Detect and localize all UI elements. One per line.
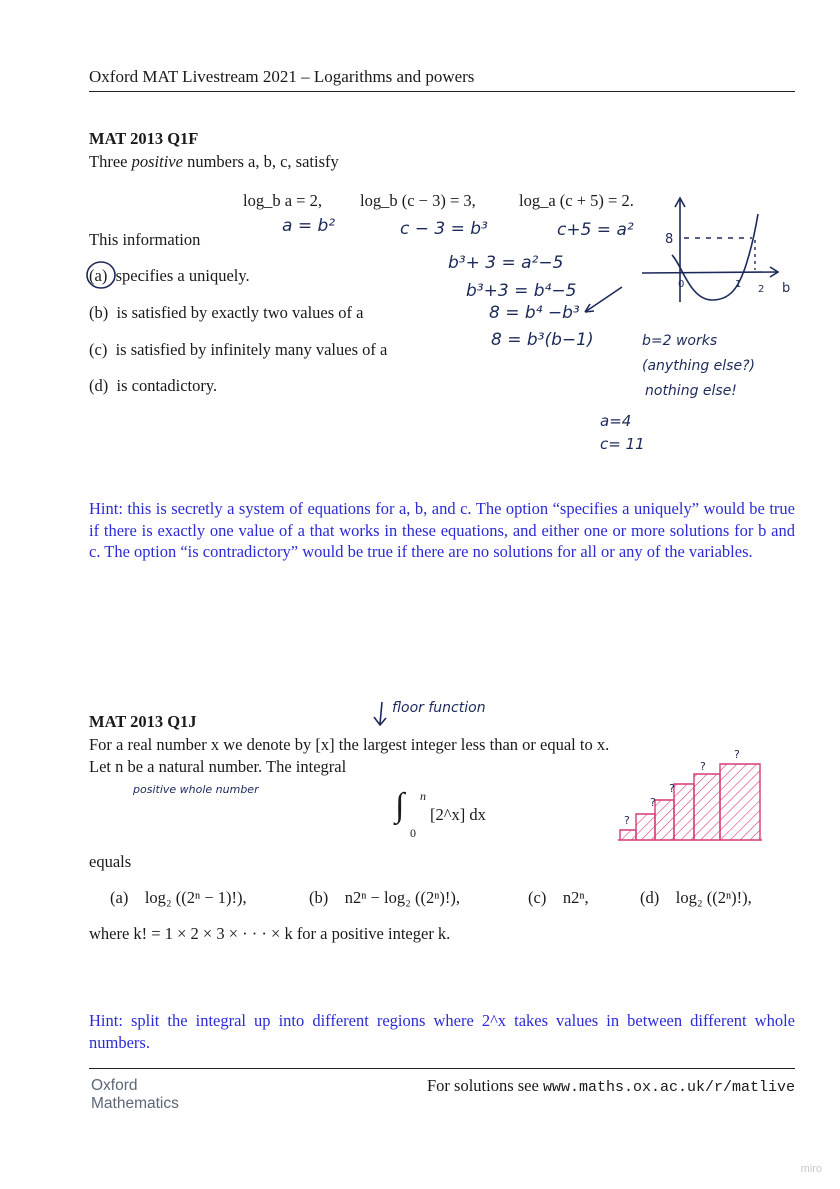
q1f-eq1: log_b a = 2,: [243, 191, 322, 210]
q1f-eq3: log_a (c + 5) = 2.: [519, 191, 634, 210]
q1f-option-a: (a) specifies a uniquely.: [89, 266, 250, 285]
hw-c-eq: c − 3 = b³: [400, 219, 488, 239]
svg-text:?: ?: [734, 748, 740, 761]
hw-step2: b³+3 = b⁴−5: [466, 281, 577, 301]
hw-circle-a: [87, 262, 115, 288]
hw-note2: (anything else?): [642, 358, 755, 374]
hw-whole-note: positive whole number: [133, 783, 259, 796]
q1f-intro: Three positive numbers a, b, c, satisfy: [89, 152, 339, 171]
q1j-integrand: [2^x] dx: [430, 805, 486, 824]
svg-text:?: ?: [669, 782, 675, 795]
hw-note1: b=2 works: [642, 333, 718, 349]
hw-step1: b³+ 3 = a²−5: [448, 253, 564, 273]
svg-text:?: ?: [700, 760, 706, 773]
hw-sketch-layer: [0, 0, 840, 480]
q1j-equals: equals: [89, 852, 132, 871]
q1j-where: where k! = 1 × 2 × 3 × · · · × k for a positive integer k.: [89, 924, 451, 943]
hw-graph-curve: [672, 214, 758, 300]
hw-floor-note: floor function: [392, 700, 486, 716]
hw-graph-x1: 1: [735, 279, 742, 290]
q1j-option-b: (b) n2ⁿ − log₂ ((2ⁿ)!),: [309, 888, 461, 907]
q1j-hint: Hint: split the integral up into different regions where 2^x takes values in between different whole numbers.: [89, 1011, 795, 1052]
hw-graph-x0: 0: [678, 279, 685, 290]
footer-url[interactable]: www.maths.ox.ac.uk/r/matlive: [542, 1079, 795, 1096]
q1j-option-d: (d) log₂ ((2ⁿ)!),: [640, 888, 752, 907]
q1j-option-a: (a) log₂ ((2ⁿ − 1)!),: [110, 888, 247, 907]
q1j-option-c: (c) n2ⁿ,: [528, 888, 589, 907]
q1f-option-c: (c) is satisfied by infinitely many values of a: [89, 340, 388, 359]
oxford-mathematics-logo: Oxford Mathematics: [91, 1077, 179, 1112]
hw-graph-x2: 2: [758, 284, 765, 295]
q1f-option-d: (d) is contadictory.: [89, 376, 218, 395]
q1f-lead: This information: [89, 230, 201, 249]
svg-text:?: ?: [650, 796, 656, 809]
hw-step3: 8 = b⁴ −b³: [489, 303, 580, 323]
q1j-integral-upper: n: [420, 789, 426, 803]
q1f-option-b: (b) is satisfied by exactly two values of a: [89, 303, 364, 322]
q1j-integral-sign: ∫: [395, 787, 405, 824]
hw-staircase-sketch: [612, 740, 792, 850]
q1j-line1: For a real number x we denote by [x] the largest integer less than or equal to x.: [89, 735, 610, 754]
hw-floor-arrow: [370, 700, 394, 730]
hw-graph-xb: b: [782, 281, 791, 296]
hw-graph-xaxis: [642, 272, 778, 273]
q1f-heading: MAT 2013 Q1F: [89, 129, 199, 148]
q1j-line2: Let n be a natural number. The integral: [89, 757, 347, 776]
q1j-heading: MAT 2013 Q1J: [89, 712, 197, 731]
miro-watermark: miro: [800, 1163, 822, 1175]
svg-text:?: ?: [624, 814, 630, 827]
hw-ans-c: c= 11: [600, 435, 645, 453]
footer-rule: [89, 1068, 795, 1069]
hw-graph-y8: 8: [665, 232, 674, 247]
hw-c2-eq: c+5 = a²: [557, 220, 634, 240]
q1f-eq2: log_b (c − 3) = 3,: [360, 191, 476, 210]
page-header: Oxford MAT Livestream 2021 – Logarithms and powers: [89, 67, 475, 86]
hw-note3: nothing else!: [645, 383, 737, 399]
hw-ans-a: a=4: [600, 412, 632, 430]
hw-arrow: [585, 287, 622, 312]
q1f-hint: Hint: this is secretly a system of equations for a, b, and c. The option “specifies a uniquely” would be true if there is exactly one value of a that works in these equations, and either one or more solutions for b and c. The option “is contradictory” would be true if there are no solutions for all or any of the variables.: [89, 499, 795, 561]
hw-step4: 8 = b³(b−1): [491, 330, 594, 350]
hw-a-eq: a = b²: [282, 216, 336, 236]
footer-solutions: For solutions see www.maths.ox.ac.uk/r/matlive: [426, 1076, 795, 1096]
q1j-integral-lower: 0: [410, 826, 416, 840]
